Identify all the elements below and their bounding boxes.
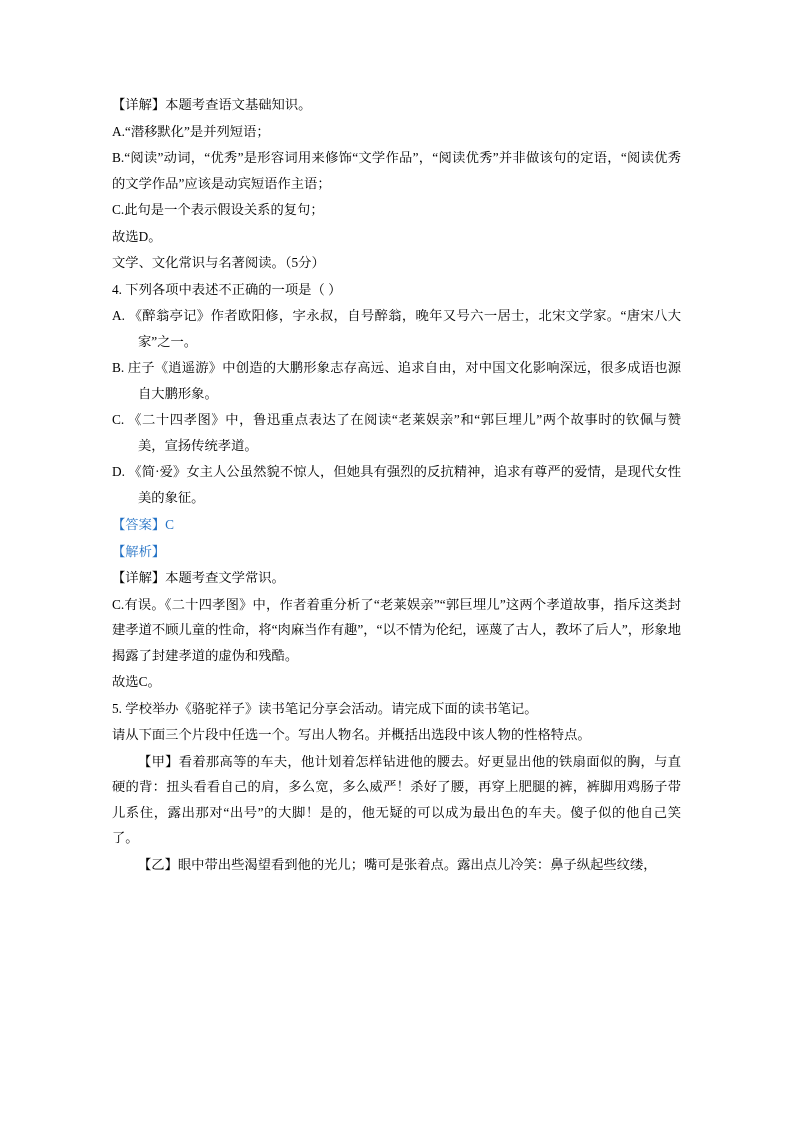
section-heading-literature: 文学、文化常识与名著阅读。（5分） [112,255,325,271]
paragraph-option-c-analysis: C.此句是一个表示假设关系的复句； [112,202,324,218]
answer-choose-c: 故选C。 [112,674,161,690]
paragraph-answer-d: 故选D。 [112,228,162,244]
question-4-option-a: A. 《醉翁亭记》作者欧阳修，字永叔，自号醉翁，晚年又号六一居士，北宋文学家。“唐宋八大家”之一。 [112,308,681,349]
analysis-detail-intro: 【详解】本题考查文学常识。 [112,570,285,586]
paragraph-detail-intro: 【详解】本题考查语文基础知识。 [112,97,312,112]
document-body [112,92,681,877]
paragraph-option-a-analysis: A.“潜移默化”是并列短语； [112,123,270,139]
question-4-option-b: B. 庄子《逍遥游》中创造的大鹏形象志存高远、追求自由，对中国文化影响深远，很多成语也源自大鹏形象。 [112,360,681,401]
excerpt-jia: 【甲】看着那高等的车夫，他计划着怎样钻进他的腰去。好更显出他的铁扇面似的胸，与直硬的背：扭头看看自己的肩，多么宽，多么威严！杀好了腰，再穿上肥腿的裤，裤脚用鸡肠子带儿系住，露出那对“出号”的大脚！是的，他无疑的可以成为最出色的车夫。傻子似的他自己笑了。 [112,753,681,846]
question-5-stem: 5. 学校举办《骆驼祥子》读书笔记分享会活动。请完成下面的读书笔记。 [112,700,538,716]
question-4-stem: 4. 下列各项中表述不正确的一项是（ ） [112,281,342,297]
analysis-option-c-detail: C.有误。《二十四孝图》中，作者着重分析了“老莱娱亲”“郭巨埋儿”这两个孝道故事，指斥这类封建孝道不顾儿童的性命，将“肉麻当作有趣”，“以不情为伦纪，诬蔑了古人，教坏了后人”，形象地揭露了封建孝道的虚伪和残酷。 [112,596,681,663]
paragraph-option-b-analysis: B.“阅读”动词，“优秀”是形容词用来修饰“文学作品”，“阅读优秀”并非做该句的定语，“阅读优秀的文学作品”应该是动宾短语作主语； [112,150,681,191]
question-4-option-d: D. 《简·爱》女主人公虽然貌不惊人，但她具有强烈的反抗精神，追求有尊严的爱情，是现代女性美的象征。 [112,464,681,505]
question-5-instruction: 请从下面三个片段中任选一个。写出人物名。并概括出选段中该人物的性格特点。 [112,727,591,743]
answer-label-question-4: 【答案】C [112,517,175,533]
question-4-option-c: C. 《二十四孝图》中，鲁迅重点表达了在阅读“老莱娱亲”和“郭巨埋儿”两个故事时的钦佩与赞美，宣扬传统孝道。 [112,412,681,453]
analysis-label-question-4: 【解析】 [112,543,166,559]
excerpt-yi: 【乙】眼中带出些渴望看到他的光儿；嘴可是张着点。露出点儿冷笑：鼻子纵起些纹缕， [138,856,657,872]
